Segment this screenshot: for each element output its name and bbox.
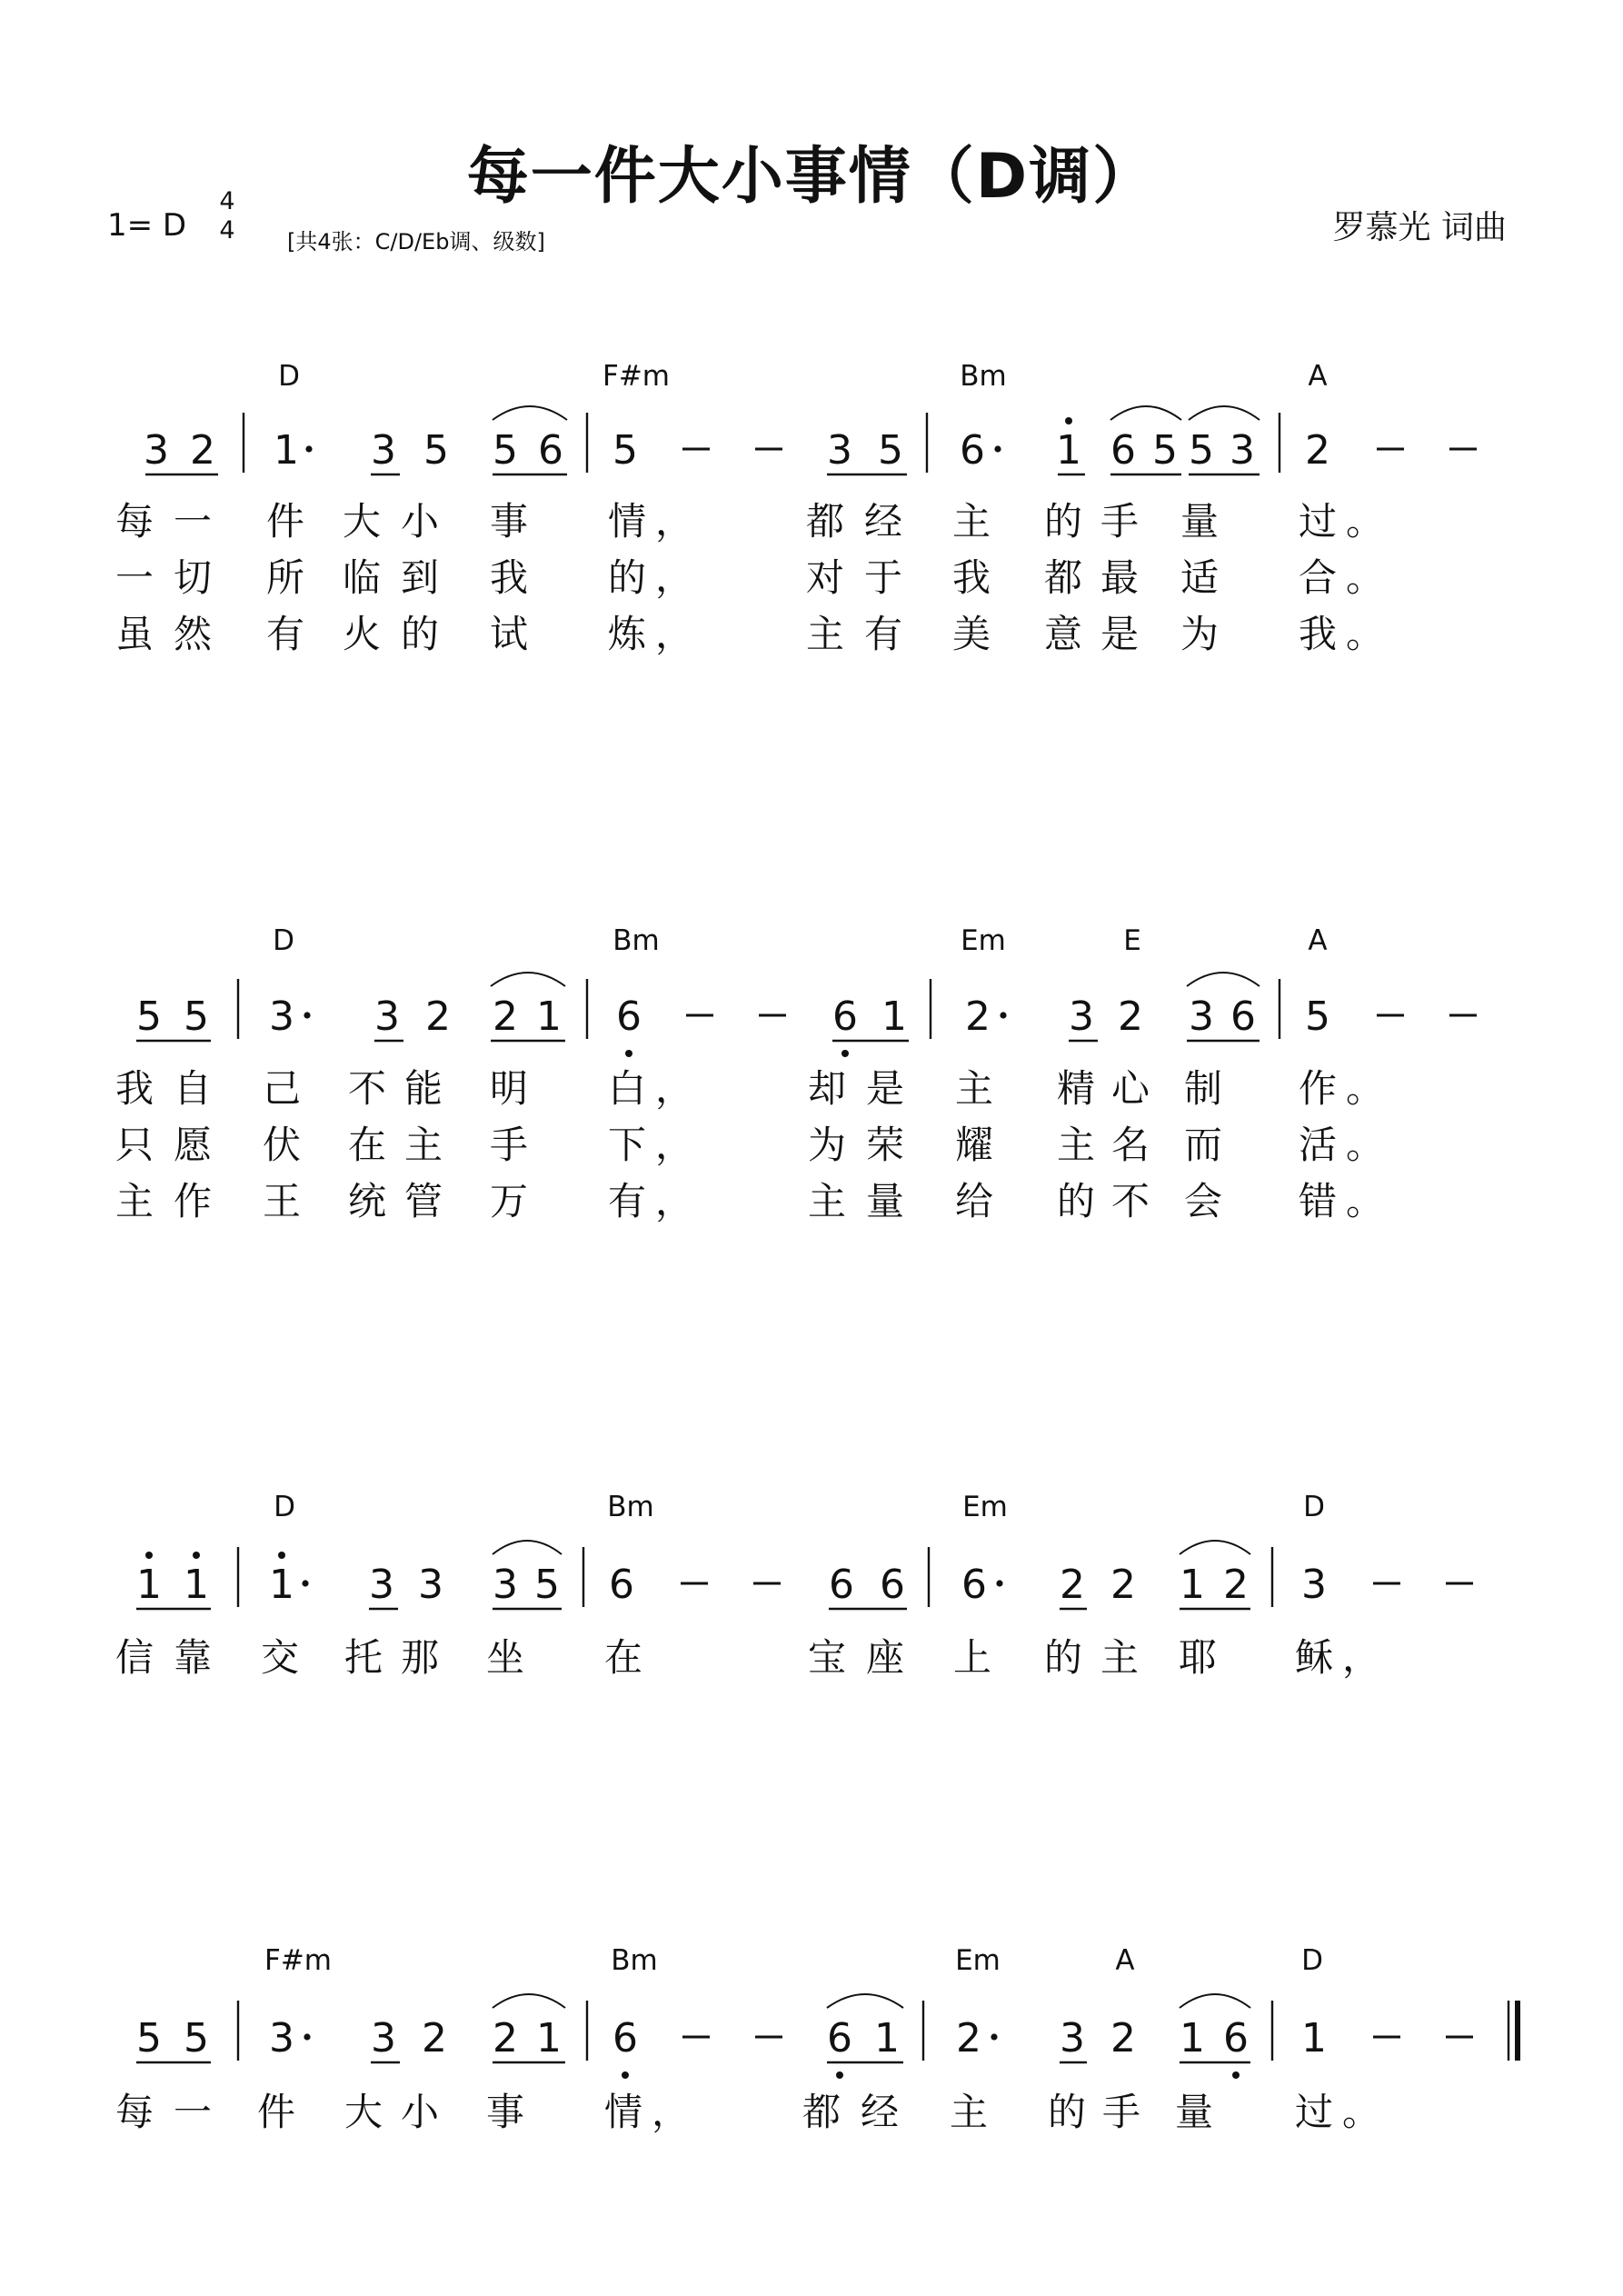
note-digit: 2 [1118,993,1143,1040]
lyric-character: 一 [115,555,154,600]
lyric-character: 量 [865,1179,905,1223]
lyric-character: 主 [807,1179,847,1223]
lyric-character: ， [1341,1635,1381,1680]
lyric-character: 明 [489,1066,529,1111]
note-digit: 5 [1189,427,1214,474]
note-digit: 1 [269,1562,294,1608]
lyric-character: 有 [607,1179,647,1223]
note-digit: 1 [1301,2015,1327,2061]
slur-arc [1180,1541,1250,1554]
lyric-character: 的 [1056,1179,1096,1223]
slur-arc [493,1994,565,2008]
note-digit: 3 [1189,993,1214,1040]
lyric-character: 手 [1101,2090,1141,2134]
lyric-character: 统 [347,1179,387,1223]
lyric-character: 有 [863,612,903,656]
note-digit: 3 [269,993,294,1040]
lyric-character: 交 [260,1635,300,1680]
lyric-character: 每 [115,499,154,544]
lyric-character: ， [654,1179,694,1223]
chord-symbol: D [1303,1491,1325,1523]
lyric-character: 名 [1110,1123,1150,1167]
note-digit: 6 [827,2015,852,2061]
lyric-character: 大 [344,2090,383,2134]
note-digit: 6 [961,1562,987,1608]
note-digit: 6 [612,2015,638,2061]
lyric-character: 过 [1298,499,1338,544]
lyric-character: 所 [265,555,305,600]
lyric-character: 美 [951,612,991,656]
lyric-character: 我 [115,1066,154,1111]
lyric-character: 伏 [262,1123,302,1167]
lyric-character: 活 [1298,1123,1338,1167]
lyric-character: 一 [173,2090,213,2134]
chord-symbol: A [1308,360,1328,393]
lyric-character: 件 [256,2090,296,2134]
note-digit: 3 [493,1562,518,1608]
chord-symbol: Bm [607,1491,654,1523]
lyric-character: 事 [489,499,529,544]
lyric-character: 荣 [865,1123,905,1167]
lyric-character: 。 [1345,1179,1385,1223]
slur-arc [1180,1994,1250,2008]
note-digit: 1 [274,427,299,474]
lyric-character: 。 [1345,499,1385,544]
note-digit: 3 [1069,993,1094,1040]
lyric-character: 经 [863,499,903,544]
lyric-character: 我 [1298,612,1338,656]
lyric-character: 是 [865,1066,905,1111]
lyric-character: 的 [1047,2090,1087,2134]
lyric-character: 于 [863,555,903,600]
note-digit: 2 [493,993,518,1040]
lyric-character: 主 [115,1179,154,1223]
note-digit: 1 [536,2015,562,2061]
chord-symbol: A [1115,1944,1135,1977]
lyric-character: ， [654,1123,694,1167]
note-digit: 6 [960,427,985,474]
note-digit: 5 [612,427,638,474]
augmentation-dot [305,445,312,452]
lyric-character: 只 [115,1123,154,1167]
octave-high-dot [1065,417,1072,424]
note-digit: 1 [1180,2015,1205,2061]
note-digit: 2 [1110,1562,1136,1608]
lyric-character: 。 [1345,555,1385,600]
lyric-character: 过 [1294,2090,1334,2134]
lyric-character: 精 [1056,1066,1096,1111]
lyric-character: 作 [173,1179,213,1223]
lyric-character: 一 [173,499,213,544]
augmentation-dot [991,2033,997,2040]
octave-low-dot [622,2071,629,2079]
chord-symbol: Bm [612,924,660,957]
lyric-character: 每 [115,2090,154,2134]
slur-arc [827,1994,903,2008]
lyric-character: 心 [1110,1066,1150,1111]
note-digit: 6 [1110,427,1136,474]
chord-symbol: D [274,1491,295,1523]
lyric-character: 火 [342,612,382,656]
time-signature-bottom: 4 [219,216,235,245]
note-digit: 3 [1301,1562,1327,1608]
lyric-character: 的 [607,555,647,600]
note-digit: 1 [1180,1562,1205,1608]
note-digit: 6 [616,993,642,1040]
octave-low-dot [1232,2071,1240,2079]
lyric-character: 的 [1043,1635,1083,1680]
note-digit: 6 [1223,2015,1249,2061]
lyric-character: 的 [1043,499,1083,544]
chord-symbol: Em [962,1491,1008,1523]
note-digit: 3 [144,427,169,474]
note-digit: 3 [1060,2015,1085,2061]
lyric-character: 主 [954,1066,994,1111]
lyric-character: 主 [951,499,991,544]
lyric-character: 大 [342,499,382,544]
lyric-character: 经 [860,2090,900,2134]
note-digit: 5 [534,1562,560,1608]
octave-low-dot [841,1050,849,1057]
note-digit: 6 [829,1562,854,1608]
note-digit: 5 [184,2015,209,2061]
lyric-character: 事 [485,2090,525,2134]
note-digit: 5 [878,427,903,474]
note-digit: 3 [1230,427,1255,474]
note-digit: 1 [1056,427,1081,474]
note-digit: 1 [881,993,907,1040]
lyric-character: 主 [1100,1635,1140,1680]
note-digit: 3 [374,993,400,1040]
octave-low-dot [625,1050,632,1057]
lyric-character: 耶 [1178,1635,1218,1680]
lyric-character: ， [651,2090,691,2134]
lyric-character: 宝 [807,1635,847,1680]
lyric-character: 主 [1056,1123,1096,1167]
lyric-character: 座 [865,1635,905,1680]
augmentation-dot [996,1580,1002,1586]
note-digit: 6 [880,1562,905,1608]
lyric-character: 到 [400,555,440,600]
lyric-character: 为 [807,1123,847,1167]
lyric-character: 在 [347,1123,387,1167]
lyric-character: 耀 [954,1123,994,1167]
lyric-character: 。 [1345,1123,1385,1167]
version-note: [共4张：C/D/Eb调、级数] [287,229,545,255]
lyric-character: 件 [265,499,305,544]
lyric-character: 自 [173,1066,213,1111]
lyric-character: 管 [403,1179,443,1223]
note-digit: 5 [493,427,518,474]
note-digit: 3 [371,427,396,474]
note-digit: 5 [1152,427,1178,474]
lyric-character: 会 [1183,1179,1223,1223]
augmentation-dot [304,2033,310,2040]
note-digit: 5 [136,2015,162,2061]
note-digit: 1 [536,993,562,1040]
lyric-character: ， [654,1066,694,1111]
lyric-character: 量 [1174,2090,1214,2134]
chord-symbol: Bm [611,1944,658,1977]
lyric-character: 主 [403,1123,443,1167]
chord-symbol: Em [955,1944,1001,1977]
note-digit: 3 [371,2015,396,2061]
chord-symbol: A [1308,924,1328,957]
lyric-character: 合 [1298,555,1338,600]
note-digit: 5 [1305,993,1330,1040]
slur-arc [1110,406,1181,420]
lyric-character: 小 [400,2090,440,2134]
note-digit: 2 [1223,1562,1249,1608]
slur-arc [493,406,567,420]
lyric-character: 是 [1100,612,1140,656]
lyric-character: 己 [262,1066,302,1111]
note-digit: 2 [965,993,991,1040]
lyric-character: 最 [1100,555,1140,600]
lyric-character: 稣 [1294,1635,1334,1680]
lyric-character: 有 [265,612,305,656]
lyric-character: ， [654,612,694,656]
octave-high-dot [193,1552,200,1559]
slur-arc [493,1541,562,1554]
note-digit: 2 [422,2015,447,2061]
octave-high-dot [145,1552,153,1559]
note-digit: 1 [136,1562,162,1608]
note-digit: 3 [369,1562,394,1608]
note-digit: 1 [874,2015,900,2061]
lyric-character: 愿 [173,1123,213,1167]
note-digit: 5 [136,993,162,1040]
augmentation-dot [1000,1012,1006,1018]
note-digit: 3 [418,1562,443,1608]
lyric-character: 白 [607,1066,647,1111]
note-digit: 2 [425,993,451,1040]
note-digit: 2 [190,427,215,474]
chord-symbol: D [273,924,294,957]
lyric-character: 制 [1183,1066,1223,1111]
note-digit: 1 [184,1562,209,1608]
lyric-character: 情 [607,499,647,544]
lyric-character: 能 [403,1066,443,1111]
time-signature-top: 4 [219,187,235,215]
lyric-character: 适 [1180,555,1220,600]
lyric-character: ， [654,555,694,600]
chord-symbol: F#m [602,360,671,393]
lyric-character: 意 [1043,612,1083,656]
note-digit: 2 [1305,427,1330,474]
lyric-character: 切 [173,555,213,600]
note-digit: 5 [423,427,449,474]
lyric-character: 然 [173,612,213,656]
augmentation-dot [994,445,1001,452]
lyric-character: 对 [805,555,845,600]
song-title: 每一件大小事情（D调） [466,141,1157,213]
lyric-character: 坐 [485,1635,525,1680]
lyric-character: 的 [400,612,440,656]
chord-symbol: D [1301,1944,1323,1977]
lyric-character: 托 [344,1635,383,1680]
lyric-character: 不 [347,1066,387,1111]
lyric-character: 下 [607,1123,647,1167]
lyric-character: 小 [400,499,440,544]
octave-low-dot [836,2071,843,2079]
lyric-character: 主 [805,612,845,656]
lyric-character: 手 [1100,499,1140,544]
lyric-character: 信 [115,1635,154,1680]
note-digit: 2 [493,2015,518,2061]
lyric-character: 万 [489,1179,529,1223]
lyric-character: 上 [952,1635,992,1680]
lyric-character: 炼 [607,612,647,656]
lyric-character: 。 [1345,612,1385,656]
lyric-character: 为 [1180,612,1220,656]
lyric-character: 试 [489,612,529,656]
note-digit: 2 [1110,2015,1136,2061]
augmentation-dot [304,1012,310,1018]
key-signature: 1= D [107,207,187,244]
note-digit: 5 [184,993,209,1040]
lyric-character: 都 [1043,555,1083,600]
augmentation-dot [302,1580,308,1586]
lyric-character: 量 [1180,499,1220,544]
lyric-character: 那 [400,1635,440,1680]
note-digit: 6 [538,427,563,474]
octave-high-dot [278,1552,285,1559]
author-credit: 罗慕光 词曲 [1332,209,1507,246]
note-digit: 2 [956,2015,981,2061]
lyric-character: 都 [805,499,845,544]
chord-symbol: D [278,360,300,393]
lyric-character: 虽 [115,612,154,656]
note-digit: 2 [1060,1562,1085,1608]
slur-arc [1187,973,1260,986]
lyric-character: 。 [1345,1066,1385,1111]
lyric-character: 。 [1341,2090,1381,2134]
slur-arc [1189,406,1260,420]
lyric-character: 不 [1110,1179,1150,1223]
slur-arc [491,973,565,986]
lyric-character: ， [654,499,694,544]
lyric-character: 作 [1298,1066,1338,1111]
lyric-character: 错 [1298,1179,1338,1223]
lyric-character: 我 [489,555,529,600]
lyric-character: 却 [807,1066,847,1111]
note-digit: 3 [827,427,852,474]
chord-symbol: Em [961,924,1006,957]
note-digit: 3 [269,2015,294,2061]
lyric-character: 都 [802,2090,841,2134]
lyric-character: 我 [951,555,991,600]
lyric-character: 而 [1183,1123,1223,1167]
note-digit: 6 [832,993,858,1040]
chord-symbol: F#m [264,1944,333,1977]
lyric-character: 手 [489,1123,529,1167]
note-digit: 6 [1230,993,1256,1040]
lyric-character: 靠 [173,1635,213,1680]
lyric-character: 情 [603,2090,643,2134]
lyric-character: 临 [342,555,382,600]
lyric-character: 王 [262,1179,302,1223]
lyric-character: 主 [949,2090,989,2134]
chord-symbol: E [1123,924,1141,957]
chord-symbol: Bm [960,360,1007,393]
lyric-character: 在 [603,1635,643,1680]
note-digit: 6 [609,1562,634,1608]
lyric-character: 给 [954,1179,994,1223]
